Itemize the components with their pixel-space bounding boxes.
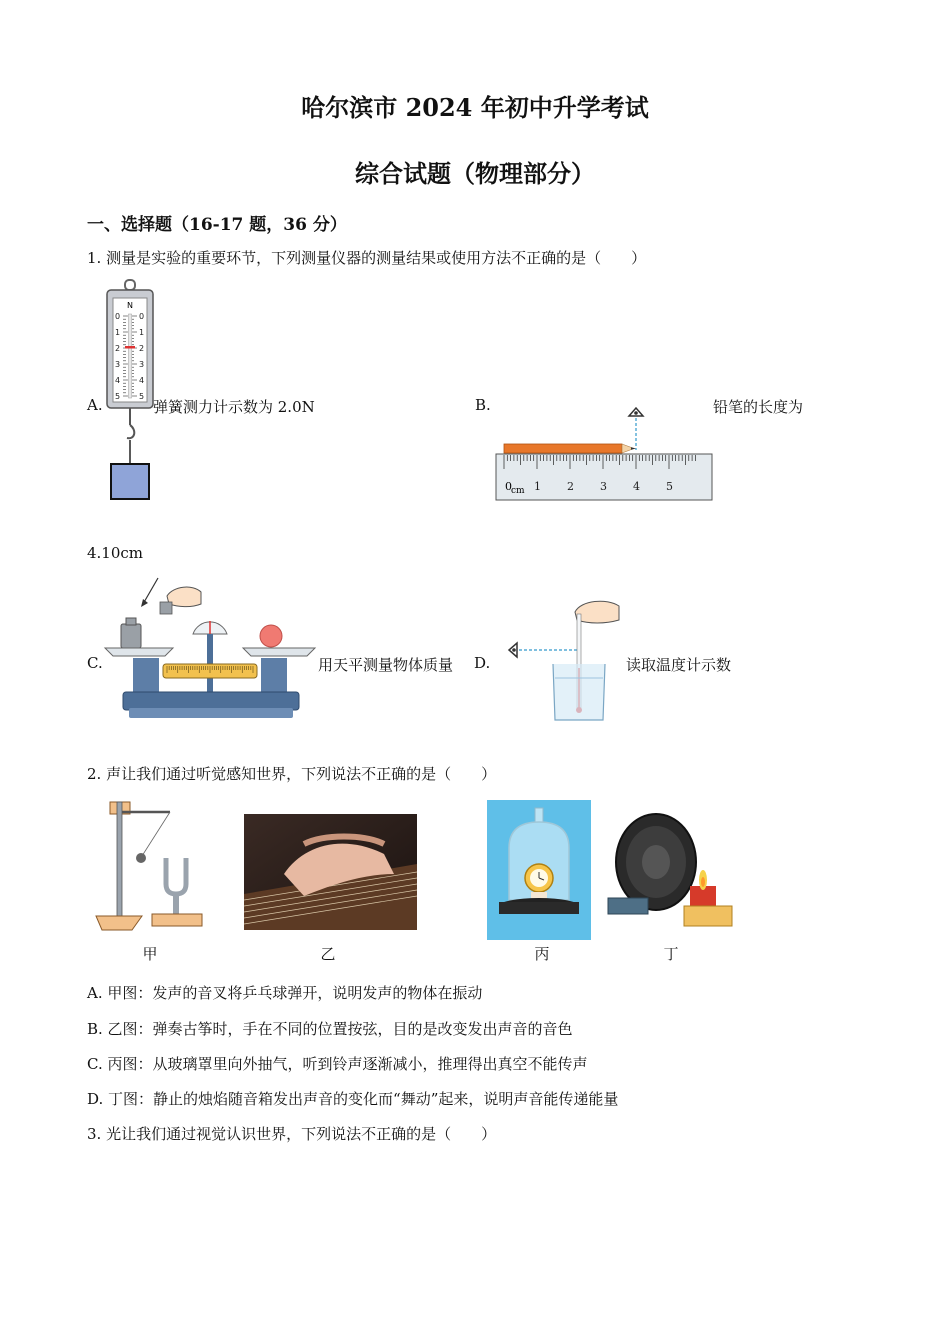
q2-option-d: D. 丁图：静止的烛焰随音箱发出声音的变化而“舞动”起来，说明声音能传递能量 <box>87 1090 619 1108</box>
scale-number: 4 <box>115 376 121 385</box>
ruler-number: 3 <box>600 480 607 493</box>
scale-number: 0 <box>115 312 121 321</box>
ruler-zero-label: 0 <box>505 480 512 493</box>
scale-number: 1 <box>139 328 145 337</box>
scale-number: 5 <box>115 392 121 401</box>
spring-scale-figure <box>105 280 155 502</box>
page-title: 哈尔滨市 2024 年初中升学考试 <box>301 93 649 122</box>
q1-option-b-text: 铅笔的长度为 <box>713 398 804 416</box>
q1-option-b-continued: 4.10cm <box>87 544 144 562</box>
thermometer-figure <box>497 598 627 723</box>
page-subtitle: 综合试题（物理部分） <box>355 159 595 188</box>
caption-yi: 乙 <box>320 945 336 963</box>
caption-ding: 丁 <box>663 945 679 963</box>
question-2-stem: 2. 声让我们通过听觉感知世界，下列说法不正确的是（ ） <box>87 765 497 783</box>
scale-number: 1 <box>115 328 121 337</box>
balance-figure <box>103 574 319 724</box>
scale-number: 3 <box>115 360 121 369</box>
q2-option-a: A. 甲图：发声的音叉将乒乓球弹开，说明发声的物体在振动 <box>87 984 483 1002</box>
hand-icon <box>575 601 619 623</box>
q2-option-b: B. 乙图：弹奏古筝时，手在不同的位置按弦，目的是改变发出声音的音色 <box>87 1020 573 1038</box>
ruler-number: 5 <box>666 480 673 493</box>
question-1-stem: 1. 测量是实验的重要环节，下列测量仪器的测量结果或使用方法不正确的是（ ） <box>87 249 647 267</box>
speaker-candle-photo <box>604 806 736 930</box>
q1-option-b-letter: B. <box>475 396 491 414</box>
scale-number: 2 <box>139 344 145 353</box>
caption-bing: 丙 <box>534 945 550 963</box>
ruler-unit-label: cm <box>511 486 525 496</box>
ruler-pencil-figure <box>494 404 714 502</box>
q2-option-c: C. 丙图：从玻璃罩里向外抽气，听到铃声逐渐减小，推理得出真空不能传声 <box>87 1055 588 1073</box>
scale-number: 4 <box>139 376 145 385</box>
tuning-fork-figure <box>94 798 206 938</box>
ruler-number: 2 <box>567 480 574 493</box>
q1-option-a-letter: A. <box>87 396 103 414</box>
bell-jar-photo <box>487 800 591 940</box>
scale-number: 2 <box>115 344 121 353</box>
q1-option-d-text: 读取温度计示数 <box>626 656 732 674</box>
scale-pointer <box>125 346 135 349</box>
eye-icon <box>629 408 643 416</box>
question-3-stem: 3. 光让我们通过视觉认识世界，下列说法不正确的是（ ） <box>87 1125 497 1143</box>
caption-jia: 甲 <box>142 945 158 963</box>
eye-icon <box>509 643 517 657</box>
q1-option-c-letter: C. <box>87 654 103 672</box>
ruler-number: 1 <box>534 480 541 493</box>
scale-number: 3 <box>139 360 145 369</box>
guzheng-photo <box>244 814 417 930</box>
scale-number: 0 <box>139 312 145 321</box>
hand-icon <box>160 587 201 614</box>
scale-number: 5 <box>139 392 145 401</box>
ruler-number: 4 <box>633 480 640 493</box>
q1-option-a-text: 弹簧测力计示数为 2.0N <box>153 398 315 416</box>
scale-unit-label: N <box>127 301 133 310</box>
q1-option-d-letter: D. <box>474 654 491 672</box>
q1-option-c-text: 用天平测量物体质量 <box>318 656 454 674</box>
section-heading: 一、选择题（16-17 题，36 分） <box>87 215 347 235</box>
